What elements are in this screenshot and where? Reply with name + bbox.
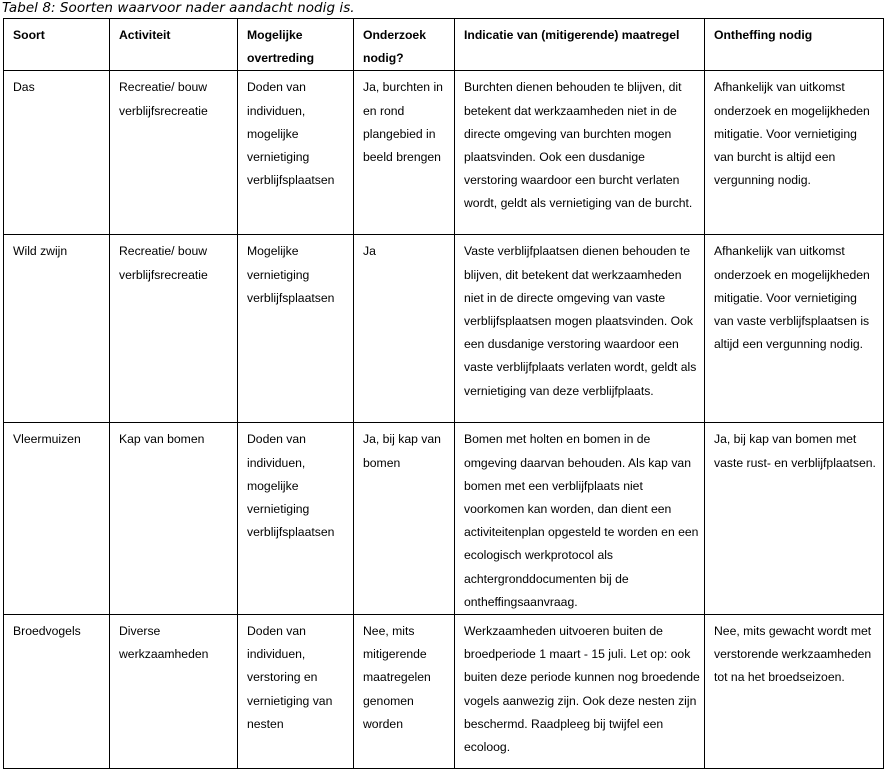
table-row [4,423,884,615]
cell-overtreding: Doden van individuen, mogelijke vernietiging verblijfsplaatsen [238,423,354,615]
cell-maatregel: Bomen met holten en bomen in de omgeving daarvan behouden. Als kap van bomen met een verblijfplaats niet voorkomen kan worden, dan dient een activiteitenplan opgesteld te worden en een ecologisch werkprotocol als achtergronddocumenten bij de ontheffingsaanvraag. [455,423,705,615]
cell-activiteit: Diverse werkzaamheden [110,615,238,769]
cell-soort: Das [4,71,110,235]
cell-activiteit: Recreatie/ bouw verblijfsrecreatie [110,235,238,423]
table-row [4,235,884,423]
cell-soort: Vleermuizen [4,423,110,615]
cell-maatregel: Burchten dienen behouden te blijven, dit betekent dat werkzaamheden niet in de directe omgeving van burchten mogen plaatsvinden. Ook een dusdanige verstoring waardoor een burcht verlaten wordt, geldt als vernietiging van de burcht. [455,71,705,235]
cell-onderzoek: Ja, burchten in en rond plangebied in beeld brengen [354,71,455,235]
header-mogelijke-overtreding: Mogelijke overtreding [238,19,354,71]
header-indicatie-maatregel: Indicatie van (mitigerende) maatregel [455,19,705,71]
header-activiteit: Activiteit [110,19,238,71]
cell-ontheffing: Nee, mits gewacht wordt met verstorende werkzaamheden tot na het broedseizoen. [705,615,884,769]
table-header-row [4,19,884,71]
cell-maatregel: Vaste verblijfplaatsen dienen behouden te blijven, dit betekent dat werkzaamheden niet in de directe omgeving van vaste verblijfsplaatsen mogen plaatsvinden. Ook een dusdanige verstoring waardoor een vaste verblijfplaats verlaten wordt, geldt als vernietiging van deze verblijfplaats. [455,235,705,423]
cell-onderzoek: Ja, bij kap van bomen [354,423,455,615]
table-row [4,615,884,769]
header-ontheffing-nodig: Ontheffing nodig [705,19,884,71]
cell-soort: Wild zwijn [4,235,110,423]
cell-overtreding: Doden van individuen, verstoring en vernietiging van nesten [238,615,354,769]
cell-activiteit: Recreatie/ bouw verblijfsrecreatie [110,71,238,235]
table-row [4,71,884,235]
cell-onderzoek: Nee, mits mitigerende maatregelen genomen worden [354,615,455,769]
cell-activiteit: Kap van bomen [110,423,238,615]
cell-overtreding: Mogelijke vernietiging verblijfsplaatsen [238,235,354,423]
species-table [3,18,884,769]
header-onderzoek-nodig: Onderzoek nodig? [354,19,455,71]
cell-soort: Broedvogels [4,615,110,769]
cell-maatregel: Werkzaamheden uitvoeren buiten de broedperiode 1 maart - 15 juli. Let op: ook buiten deze periode kunnen nog broedende vogels aanwezig zijn. Ook deze nesten zijn beschermd. Raadpleeg bij twijfel een ecoloog. [455,615,705,769]
cell-overtreding: Doden van individuen, mogelijke vernietiging verblijfsplaatsen [238,71,354,235]
header-soort: Soort [4,19,110,71]
cell-ontheffing: Ja, bij kap van bomen met vaste rust- en verblijfplaatsen. [705,423,884,615]
cell-ontheffing: Afhankelijk van uitkomst onderzoek en mogelijkheden mitigatie. Voor vernietiging van vaste verblijfsplaatsen is altijd een vergunning nodig. [705,235,884,423]
cell-ontheffing: Afhankelijk van uitkomst onderzoek en mogelijkheden mitigatie. Voor vernietiging van burcht is altijd een vergunning nodig. [705,71,884,235]
cell-onderzoek: Ja [354,235,455,423]
table-caption: Tabel 8: Soorten waarvoor nader aandacht nodig is. [2,0,355,16]
